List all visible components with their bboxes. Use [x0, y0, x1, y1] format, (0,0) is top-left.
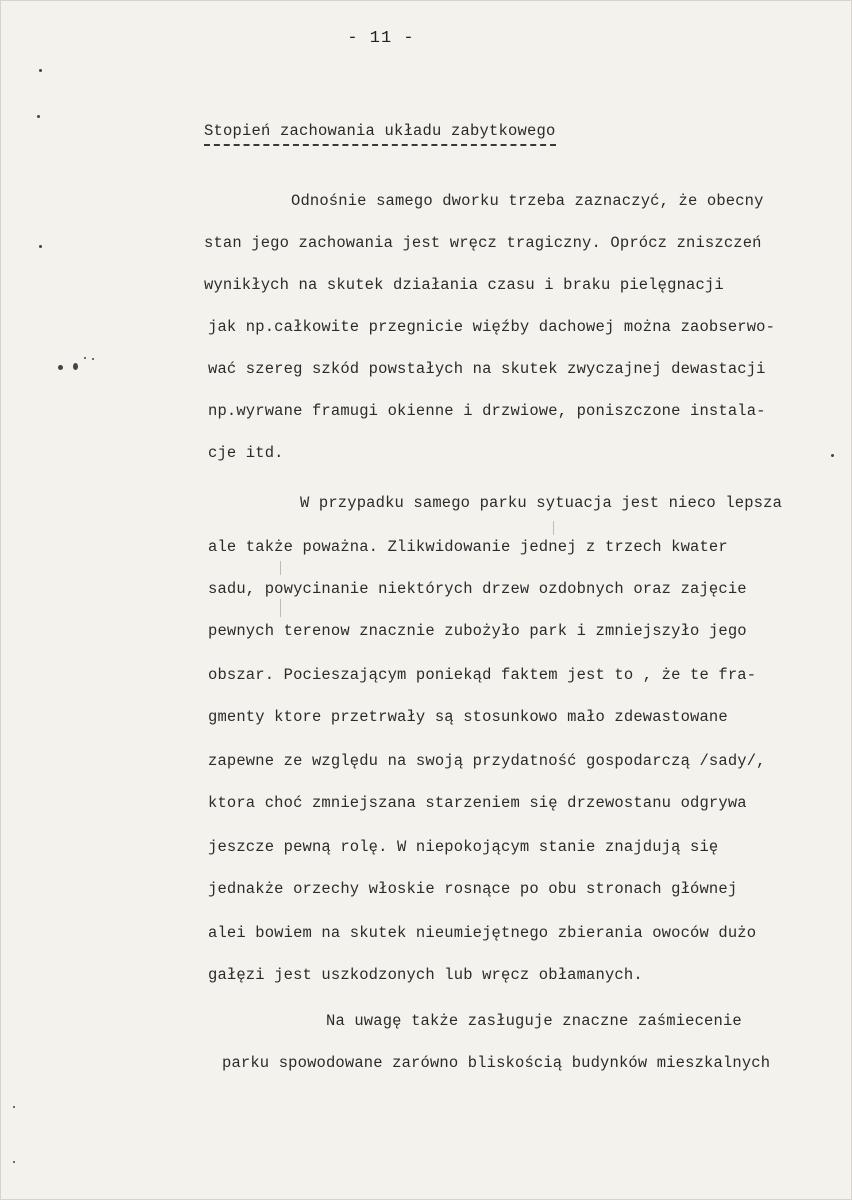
paragraph-1-line-7: cje itd.	[208, 444, 284, 462]
paragraph-2-line-11: alei bowiem na skutek nieumiejętnego zbierania owoców dużo	[208, 924, 757, 942]
scan-dot	[13, 1161, 15, 1163]
paragraph-3-line-1: Na uwagę także zasługuje znaczne zaśmiecenie	[326, 1012, 742, 1030]
scan-dot	[92, 358, 94, 360]
paragraph-2-line-12: gałęzi jest uszkodzonych lub wręcz obłamanych.	[208, 966, 643, 984]
paragraph-2-line-2: ale także poważna. Zlikwidowanie jednej z trzech kwater	[208, 538, 728, 556]
scan-dot	[37, 115, 40, 118]
paragraph-1-line-6: np.wyrwane framugi okienne i drzwiowe, poniszczone instala-	[208, 402, 766, 420]
paragraph-2-line-6: gmenty ktore przetrwały są stosunkowo mało zdewastowane	[208, 708, 728, 726]
scan-line	[280, 561, 281, 575]
paragraph-1-line-5: wać szereg szkód powstałych na skutek zwyczajnej dewastacji	[208, 360, 766, 378]
paragraph-1-line-4: jak np.całkowite przegnicie więźby dachowej można zaobserwo-	[208, 318, 776, 336]
paragraph-2-line-7: zapewne ze względu na swoją przydatność gospodarczą /sady/,	[208, 752, 766, 770]
scan-line	[553, 521, 554, 535]
paragraph-2-line-5: obszar. Pocieszającym poniekąd faktem jest to , że te fra-	[208, 666, 757, 684]
scan-dot	[73, 363, 78, 370]
scan-dot	[39, 69, 42, 72]
paragraph-2-line-9: jeszcze pewną rolę. W niepokojącym stanie znajdują się	[208, 838, 719, 856]
paragraph-1-line-3: wynikłych na skutek działania czasu i braku pielęgnacji	[204, 276, 724, 294]
scan-dot	[13, 1106, 15, 1108]
page-number: - 11 -	[347, 29, 415, 48]
scan-dot	[831, 454, 834, 457]
paragraph-2-line-10: jednakże orzechy włoskie rosnące po obu stronach głównej	[208, 880, 738, 898]
scan-line	[280, 599, 281, 617]
paragraph-1-line-1: Odnośnie samego dworku trzeba zaznaczyć, że obecny	[291, 192, 764, 210]
scan-dot	[39, 245, 42, 248]
paragraph-2-line-1: W przypadku samego parku sytuacja jest nieco lepsza	[300, 494, 783, 512]
scan-dot	[58, 365, 63, 370]
paragraph-2-line-3: sadu, powycinanie niektórych drzew ozdobnych oraz zajęcie	[208, 580, 747, 598]
paragraph-3-line-2: parku spowodowane zarówno bliskością budynków mieszkalnych	[222, 1054, 771, 1072]
paragraph-1-line-2: stan jego zachowania jest wręcz tragiczny. Oprócz zniszczeń	[204, 234, 762, 252]
paragraph-2-line-4: pewnych terenow znacznie zubożyło park i zmniejszyło jego	[208, 622, 747, 640]
section-heading: Stopień zachowania układu zabytkowego	[204, 121, 556, 146]
scan-dot	[84, 357, 86, 359]
paragraph-2-line-8: ktora choć zmniejszana starzeniem się drzewostanu odgrywa	[208, 794, 747, 812]
